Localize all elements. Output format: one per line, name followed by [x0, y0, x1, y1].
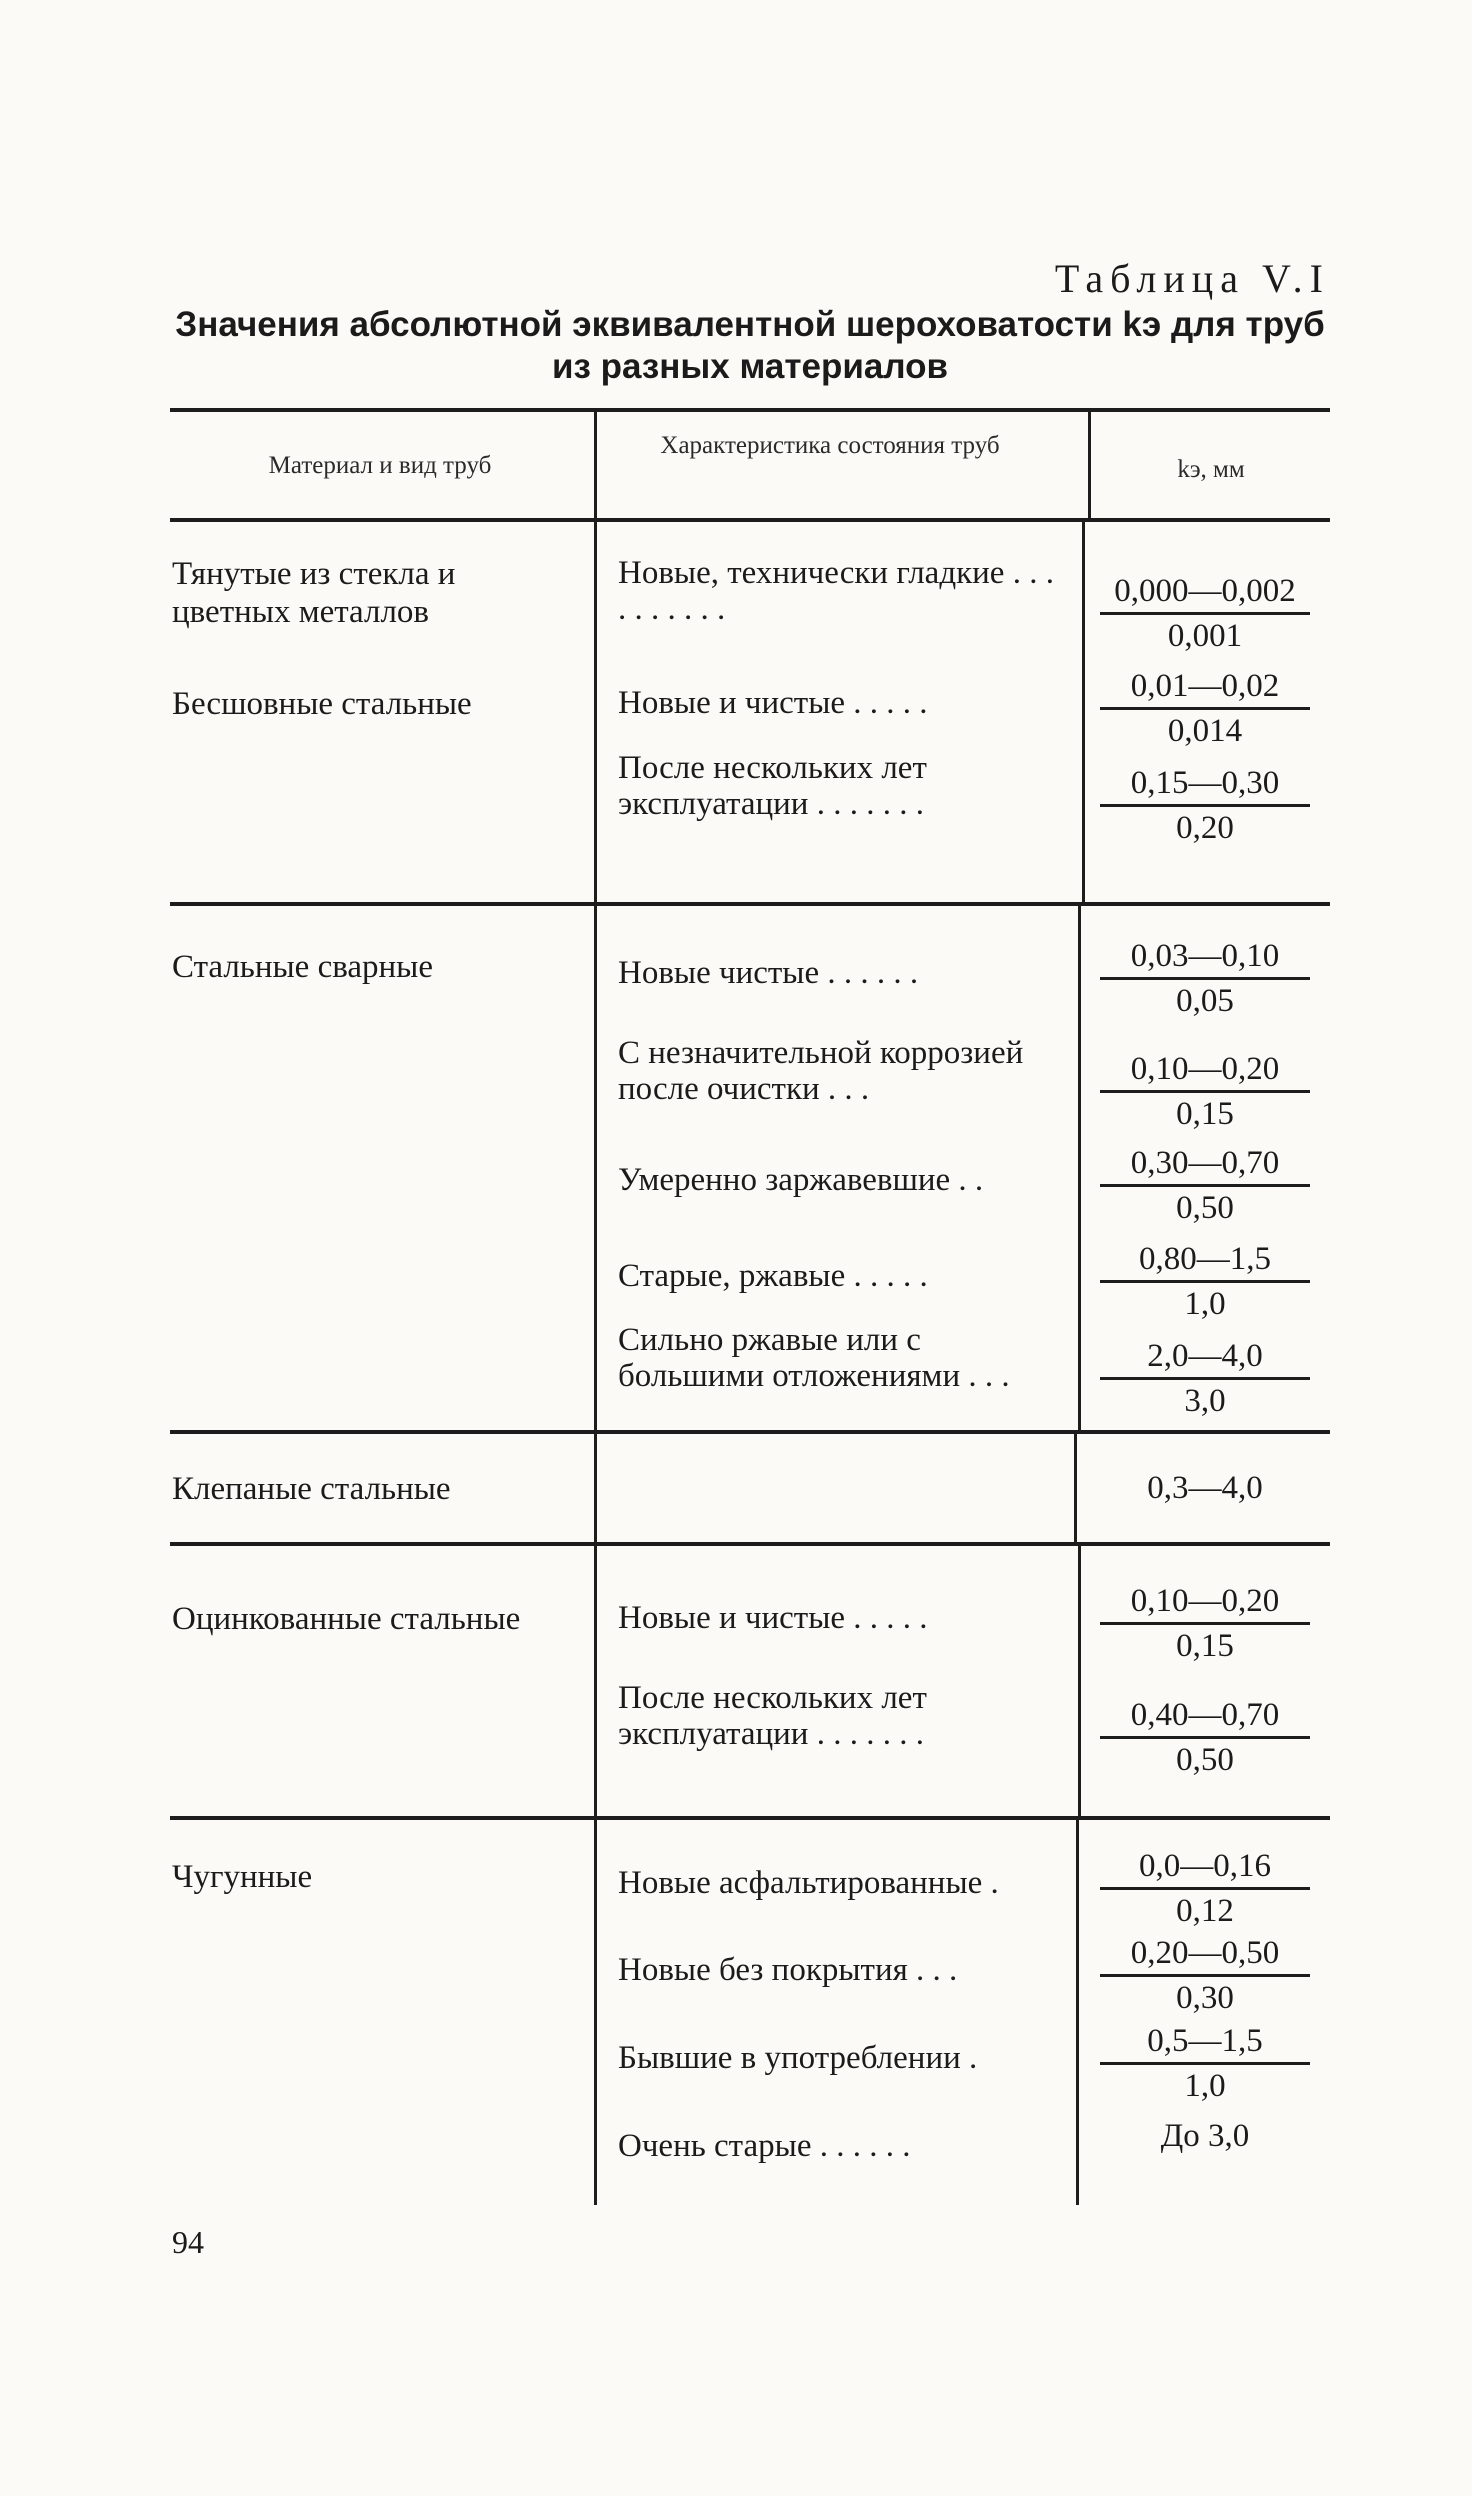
k-range: 0,20—0,50 [1100, 1932, 1310, 1977]
header-divider-1 [594, 408, 597, 518]
k-value-drawn-glass [1100, 570, 1310, 657]
material-drawn-glass: Тянутые из стекла и цветных металлов [172, 556, 456, 630]
condition-new-smooth: Новые, технически гладкие . . . . . . . . . . [618, 555, 1054, 627]
group5-divider-2 [1076, 1820, 1079, 2205]
k-mean: 0,15 [1176, 1628, 1234, 1664]
k-value-seamless-used [1100, 762, 1310, 849]
group1-divider-1 [594, 522, 597, 902]
k-value-cast-used [1100, 2020, 1310, 2107]
k-value-cast-uncoated [1100, 1932, 1310, 2019]
condition-new-asphalted: Новые асфальтированные . [618, 1865, 999, 1901]
page-number: 94 [172, 2224, 204, 2260]
k-mean: 1,0 [1184, 2068, 1226, 2104]
k-mean: 0,15 [1176, 1096, 1234, 1132]
group2-divider-1 [594, 906, 597, 1430]
k-mean: 0,30 [1176, 1980, 1234, 2016]
k-range: 0,03—0,10 [1100, 935, 1310, 980]
k-value-welded-old [1100, 1238, 1310, 1325]
material-cast-iron: Чугунные [172, 1859, 313, 1895]
group3-divider-1 [594, 1434, 597, 1542]
k-mean: 0,12 [1176, 1893, 1234, 1929]
condition-after-years: После нескольких лет эксплуатации . . . . . . . [618, 1680, 927, 1752]
group2-divider-2 [1078, 906, 1081, 1430]
header-material: Материал и вид труб [268, 452, 492, 479]
condition-new-clean: Новые чистые . . . . . . [618, 955, 919, 991]
group3-bottom-rule [170, 1542, 1330, 1546]
k-range: 0,5—1,5 [1100, 2020, 1310, 2065]
group2-bottom-rule [170, 1430, 1330, 1434]
k-range: 0,000—0,002 [1100, 570, 1310, 615]
condition-old-rusty: Старые, ржавые . . . . . [618, 1258, 928, 1294]
k-value-welded-moderate-rust [1100, 1142, 1310, 1229]
group4-bottom-rule [170, 1816, 1330, 1820]
condition-minor-corrosion: С незначительной коррозией после очистки . . . [618, 1035, 1024, 1107]
k-value-welded-heavy-rust [1100, 1335, 1310, 1422]
header-k: kэ, мм [1177, 456, 1245, 483]
material-galvanized-steel: Оцинкованные стальные [172, 1601, 521, 1637]
condition-heavily-rusted: Сильно ржавые или с большими отложениями . . . [618, 1322, 1010, 1394]
k-range: 0,10—0,20 [1100, 1048, 1310, 1093]
group3-divider-2 [1074, 1434, 1077, 1542]
material-welded-steel: Стальные сварные [172, 949, 434, 985]
header-condition: Характеристика состояния труб [660, 432, 1000, 459]
header-divider-2 [1088, 408, 1091, 518]
group5-divider-1 [594, 1820, 597, 2205]
condition-new-clean: Новые и чистые . . . . . [618, 1600, 928, 1636]
material-seamless-steel: Бесшовные стальные [172, 686, 472, 722]
k-mean: 0,05 [1176, 983, 1234, 1019]
k-range: 0,0—0,16 [1100, 1845, 1310, 1890]
group1-divider-2 [1082, 522, 1085, 902]
k-value-galvanized-used [1100, 1694, 1310, 1781]
table-title: Значения абсолютной эквивалентной шероховатости kэ для труб [175, 305, 1325, 344]
k-mean: 1,0 [1184, 1286, 1226, 1322]
group1-bottom-rule [170, 902, 1330, 906]
condition-very-old: Очень старые . . . . . . [618, 2128, 911, 2164]
condition-after-years: После нескольких лет эксплуатации . . . . . . . [618, 750, 927, 822]
k-value-galvanized-new [1100, 1580, 1310, 1667]
k-mean: 0,001 [1167, 618, 1243, 654]
k-mean: 3,0 [1184, 1383, 1226, 1419]
k-mean: 0,014 [1167, 713, 1243, 749]
header-bottom-rule [170, 518, 1330, 522]
k-mean: 0,50 [1176, 1742, 1234, 1778]
group4-divider-1 [594, 1546, 597, 1816]
k-range: 0,01—0,02 [1100, 665, 1310, 710]
k-range: 0,40—0,70 [1100, 1694, 1310, 1739]
k-mean: 0,50 [1176, 1190, 1234, 1226]
k-range: 0,10—0,20 [1100, 1580, 1310, 1625]
k-value-cast-asphalted [1100, 1845, 1310, 1932]
table-top-rule [170, 408, 1330, 412]
group4-divider-2 [1078, 1546, 1081, 1816]
material-riveted-steel: Клепаные стальные [172, 1471, 451, 1507]
k-value-cast-very-old: До 3,0 [1160, 2118, 1250, 2154]
condition-new-clean: Новые и чистые . . . . . [618, 685, 928, 721]
table-title-line2: из разных материалов [551, 347, 949, 386]
k-range: 0,30—0,70 [1100, 1142, 1310, 1187]
k-range: 0,15—0,30 [1100, 762, 1310, 807]
condition-new-uncoated: Новые без покрытия . . . [618, 1952, 958, 1988]
k-mean: 0,20 [1176, 810, 1234, 846]
k-range: 0,80—1,5 [1100, 1238, 1310, 1283]
k-value-riveted: 0,3—4,0 [1147, 1470, 1263, 1506]
k-value-welded-minor-corrosion [1100, 1048, 1310, 1135]
condition-used: Бывшие в употреблении . [618, 2040, 978, 2076]
k-value-seamless-new [1100, 665, 1310, 752]
condition-moderately-rusted: Умеренно заржавевшие . . [618, 1162, 984, 1198]
table-label: Таблица V.I [1054, 256, 1330, 301]
k-range: 2,0—4,0 [1100, 1335, 1310, 1380]
k-value-welded-new [1100, 935, 1310, 1022]
